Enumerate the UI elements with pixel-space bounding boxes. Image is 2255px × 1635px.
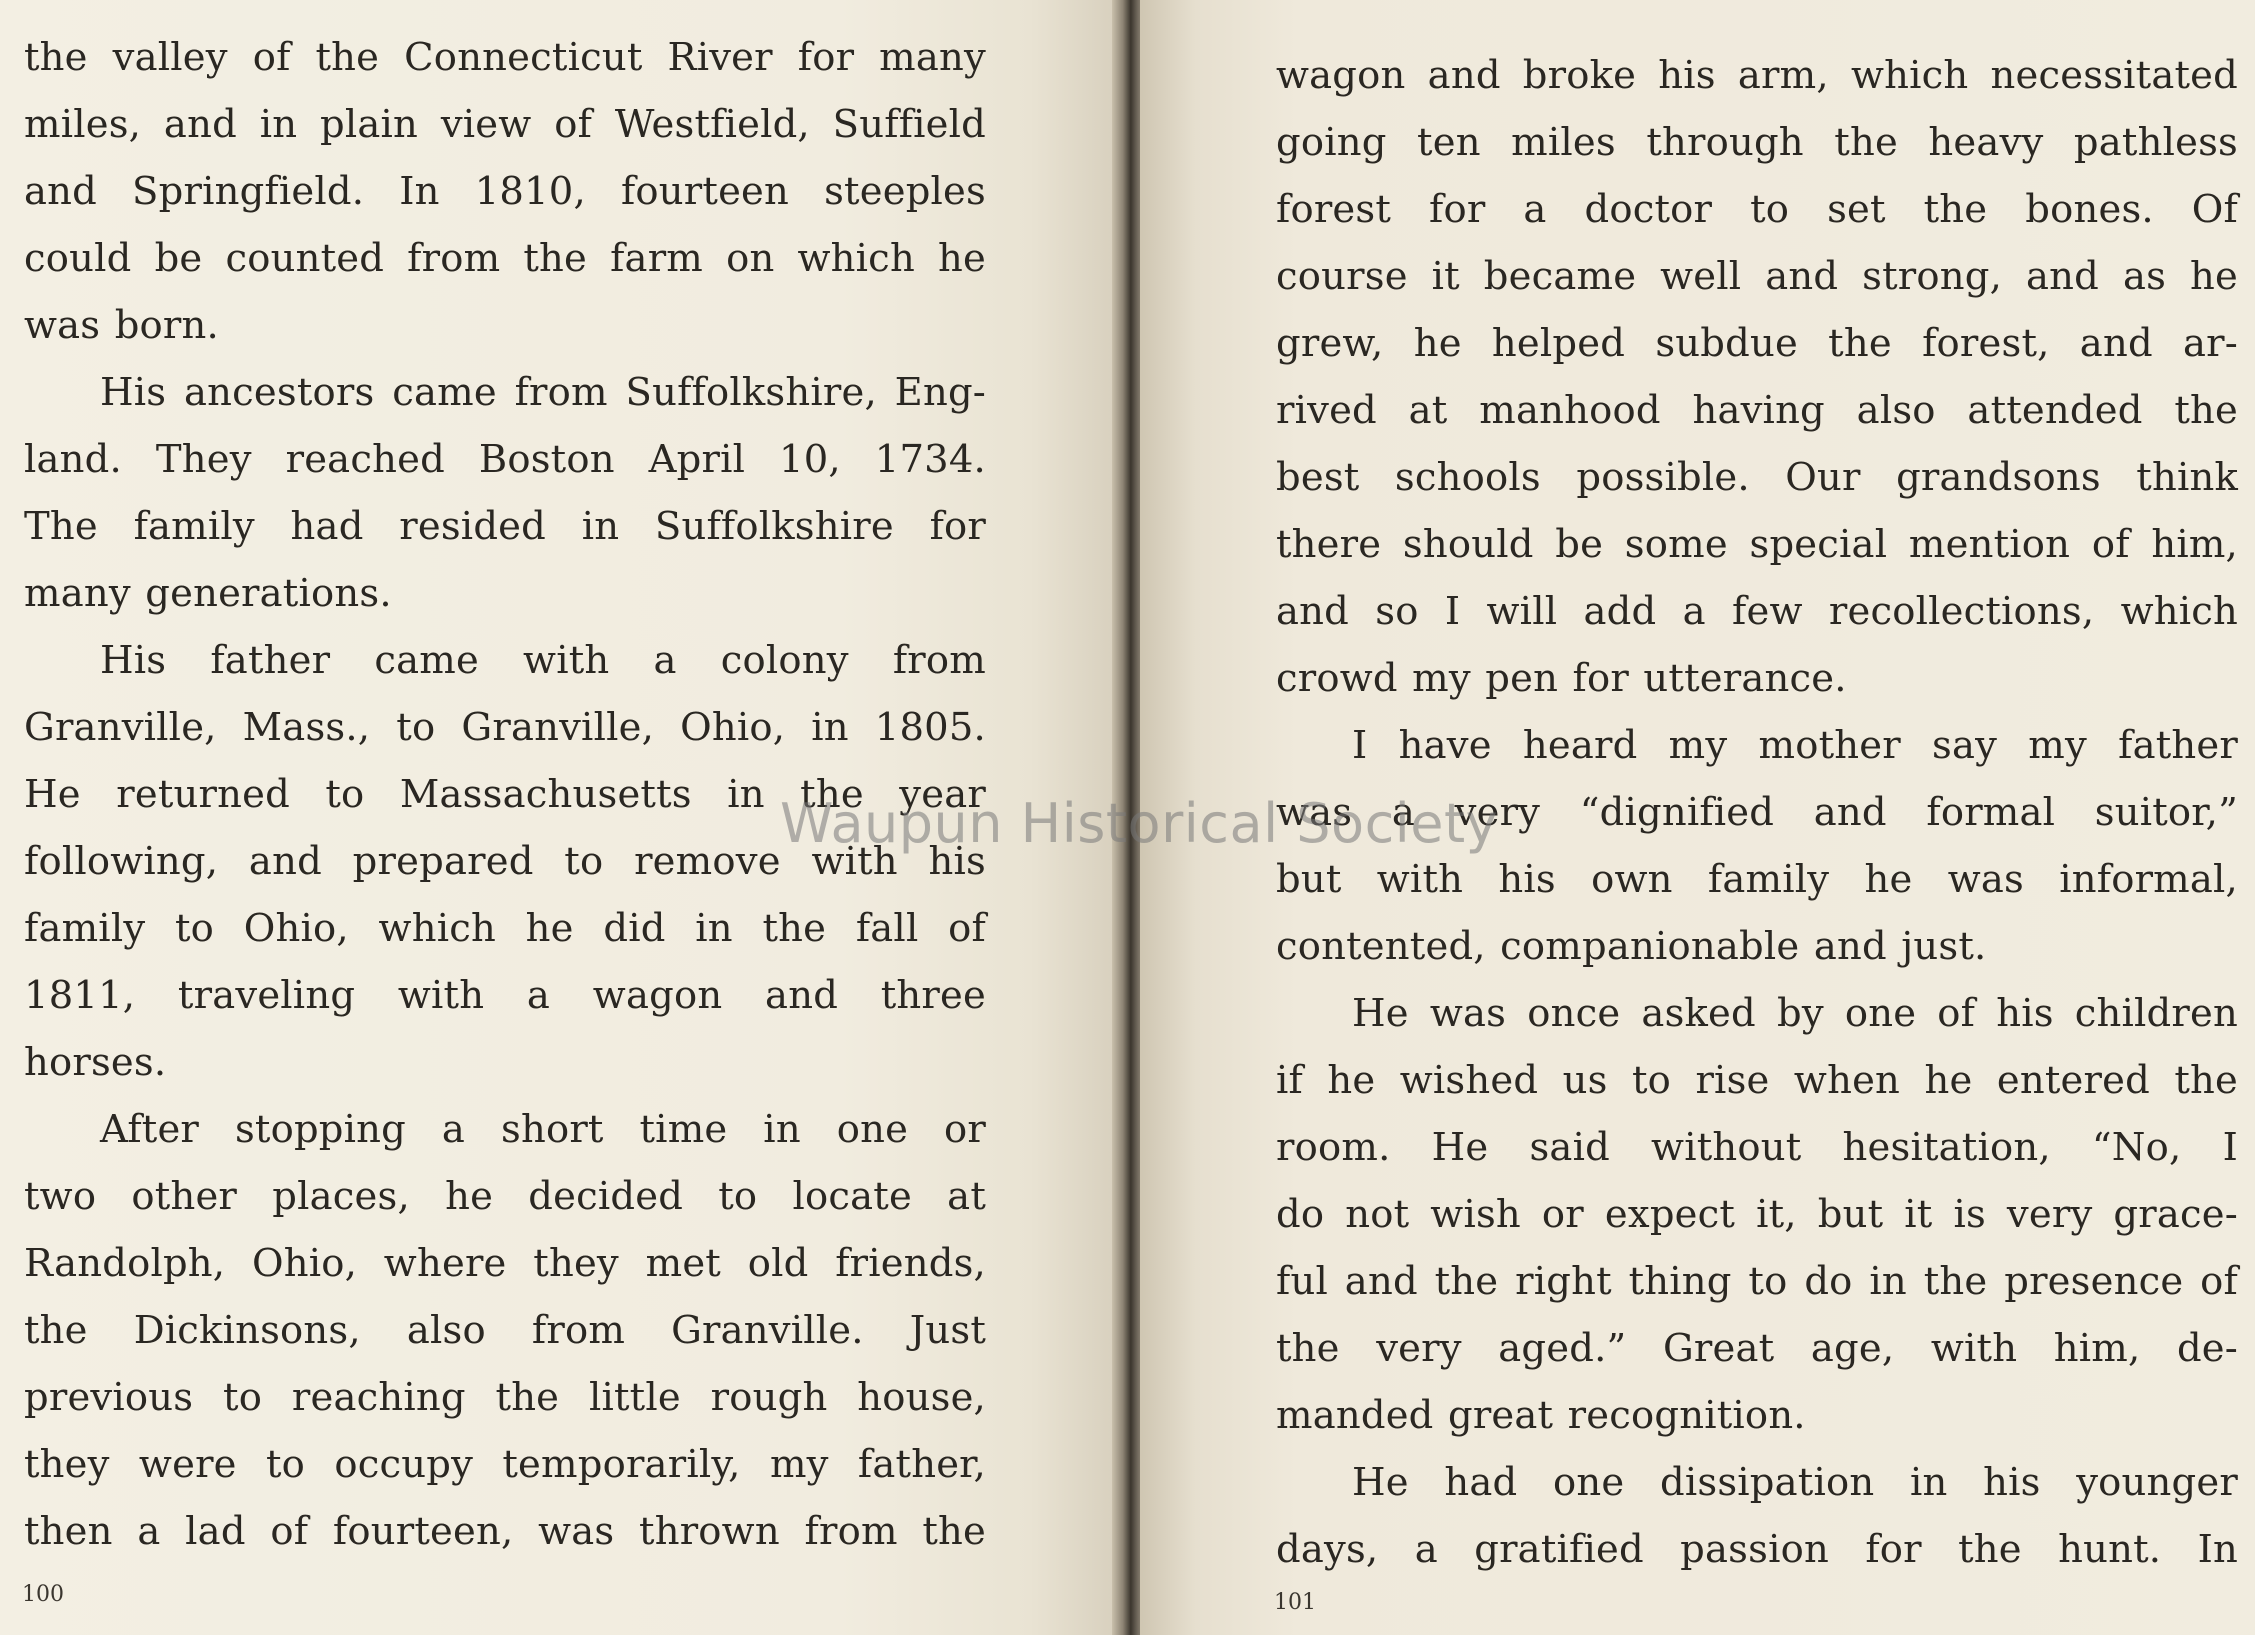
right-page-number: 101 (1274, 1590, 1316, 1615)
text-line: do not wish or expect it, but it is very grace- (1276, 1192, 2238, 1237)
text-line: I have heard my mother say my father (1352, 723, 2238, 768)
text-line: best schools possible. Our grandsons think (1276, 455, 2238, 500)
text-line: then a lad of fourteen, was thrown from the (24, 1509, 986, 1554)
text-line: Randolph, Ohio, where they met old friends, (24, 1241, 986, 1286)
text-line: many generations. (24, 571, 392, 616)
text-line: He was once asked by one of his children (1352, 991, 2238, 1036)
text-line: room. He said without hesitation, “No, I (1276, 1125, 2238, 1170)
text-line: land. They reached Boston April 10, 1734. (24, 437, 986, 482)
text-line: horses. (24, 1040, 167, 1085)
text-line: but with his own family he was informal, (1276, 857, 2238, 902)
text-line: previous to reaching the little rough house, (24, 1375, 986, 1420)
text-line: grew, he helped subdue the forest, and ar- (1276, 321, 2238, 366)
text-line: the valley of the Connecticut River for many (24, 35, 986, 80)
text-line: His ancestors came from Suffolkshire, Eng- (100, 370, 986, 415)
text-line: manded great recognition. (1276, 1393, 1806, 1438)
text-line: the Dickinsons, also from Granville. Just (24, 1308, 986, 1353)
text-line: After stopping a short time in one or (100, 1107, 986, 1152)
text-line: following, and prepared to remove with his (24, 839, 986, 884)
text-line: He had one dissipation in his younger (1352, 1460, 2238, 1505)
text-line: miles, and in plain view of Westfield, Suffield (24, 102, 986, 147)
text-line: they were to occupy temporarily, my father, (24, 1442, 986, 1487)
text-line: was born. (24, 303, 219, 348)
text-line: contented, companionable and just. (1276, 924, 1987, 969)
text-line: course it became well and strong, and as he (1276, 254, 2238, 299)
watermark-text: Waupun Historical Society (780, 792, 1499, 855)
text-line: ful and the right thing to do in the presence of (1276, 1259, 2238, 1304)
text-line: two other places, he decided to locate at (24, 1174, 986, 1219)
text-line: His father came with a colony from (100, 638, 986, 683)
text-line: if he wished us to rise when he entered the (1276, 1058, 2238, 1103)
text-line: Granville, Mass., to Granville, Ohio, in 1805. (24, 705, 986, 750)
text-line: the very aged.” Great age, with him, de- (1276, 1326, 2238, 1371)
text-line: days, a gratified passion for the hunt. In (1276, 1527, 2238, 1572)
text-line: and Springfield. In 1810, fourteen steeples (24, 169, 986, 214)
text-line: and so I will add a few recollections, which (1276, 589, 2238, 634)
text-line: there should be some special mention of him, (1276, 522, 2238, 567)
text-line: family to Ohio, which he did in the fall of (24, 906, 986, 951)
text-line: could be counted from the farm on which he (24, 236, 986, 281)
text-line: rived at manhood having also attended the (1276, 388, 2238, 433)
text-line: wagon and broke his arm, which necessitated (1276, 53, 2238, 98)
text-line: He returned to Massachusetts in the year (24, 772, 986, 817)
left-page-number: 100 (22, 1582, 64, 1607)
text-line: crowd my pen for utterance. (1276, 656, 1847, 701)
text-line: going ten miles through the heavy pathless (1276, 120, 2238, 165)
text-line: forest for a doctor to set the bones. Of (1276, 187, 2238, 232)
text-line: 1811, traveling with a wagon and three (24, 973, 986, 1018)
text-line: The family had resided in Suffolkshire for (24, 504, 986, 549)
text-line: was a very “dignified and formal suitor,” (1276, 790, 2238, 835)
